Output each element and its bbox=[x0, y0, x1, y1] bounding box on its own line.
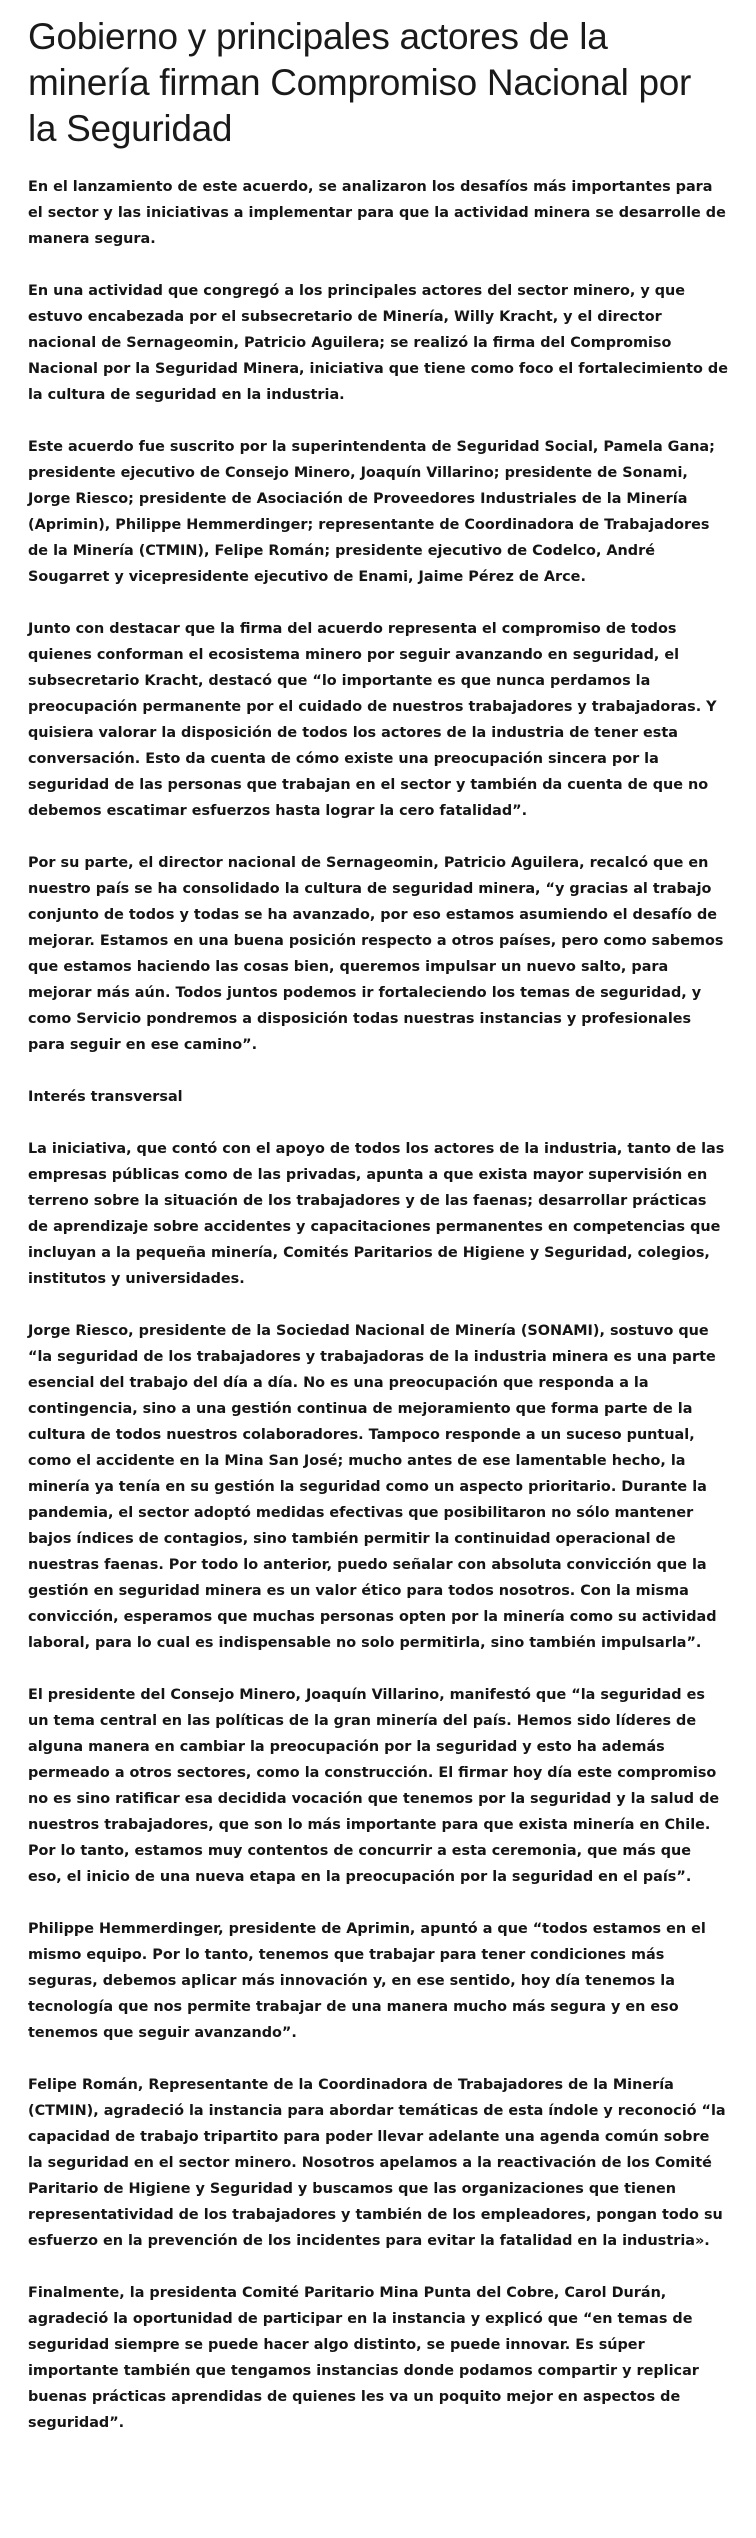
article-paragraph: Jorge Riesco, presidente de la Sociedad Nacional de Minería (SONAMI), sostuvo que “la seguridad de los trabajadores y trabajadoras de la industria minera es una parte esencial del trabajo del día a día. No es una preocupación que responda a la contingencia, sino a una gestión continua de mejoramiento que forma parte de la cultura de todos nuestros colaboradores. Tampoco responde a un suceso puntual, como el accidente en la Mina San José; mucho antes de ese lamentable hecho, la minería ya tenía en su gestión la seguridad como un aspecto prioritario. Durante la pandemia, el sector adoptó medidas efectivas que posibilitaron no sólo mantener bajos índices de contagios, sino también permitir la continuidad operacional de nuestras faenas. Por todo lo anterior, puedo señalar con absoluta convicción que la gestión en seguridad minera es un valor ético para todos nosotros. Con la misma convicción, esperamos que muchas personas opten por la minería como su actividad laboral, para lo cual es indispensable no solo permitirla, sino también impulsarla”. bbox=[28, 1323, 717, 1651]
article-paragraph: Philippe Hemmerdinger, presidente de Aprimin, apuntó a que “todos estamos en el mismo equipo. Por lo tanto, tenemos que trabajar para tener condiciones más seguras, debemos aplicar más innovación y, en ese sentido, hoy día tenemos la tecnología que nos permite trabajar de una manera mucho más segura y en eso tenemos que seguir avanzando”. bbox=[28, 1921, 706, 2041]
article-paragraph: Por su parte, el director nacional de Sernageomin, Patricio Aguilera, recalcó que en nuestro país se ha consolidado la cultura de seguridad minera, “y gracias al trabajo conjunto de todos y todas se ha avanzado, por eso estamos asumiendo el desafío de mejorar. Estamos en una buena posición respecto a otros países, pero como sabemos que estamos haciendo las cosas bien, queremos impulsar un nuevo salto, para mejorar más aún. Todos juntos podemos ir fortaleciendo los temas de seguridad, y como Servicio pondremos a disposición todas nuestras instancias y profesionales para seguir en ese camino”. bbox=[28, 855, 724, 1053]
article-lead: En el lanzamiento de este acuerdo, se analizaron los desafíos más importantes para el sector y las iniciativas a implementar para que la actividad minera se desarrolle de manera segura. bbox=[28, 179, 726, 247]
article-paragraph: La iniciativa, que contó con el apoyo de todos los actores de la industria, tanto de las empresas públicas como de las privadas, apunta a que exista mayor supervisión en terreno sobre la situación de los trabajadores y de las faenas; desarrollar prácticas de aprendizaje sobre accidentes y capacitaciones permanentes en competencias que incluyan a la pequeña minería, Comités Paritarios de Higiene y Seguridad, colegios, institutos y universidades. bbox=[28, 1141, 725, 1287]
article-paragraph: Junto con destacar que la firma del acuerdo representa el compromiso de todos quienes conforman el ecosistema minero por seguir avanzando en seguridad, el subsecretario Kracht, destacó que “lo importante es que nunca perdamos la preocupación permanente por el cuidado de nuestros trabajadores y trabajadoras. Y quisiera valorar la disposición de todos los actores de la industria de tener esta conversación. Esto da cuenta de cómo existe una preocupación sincera por la seguridad de las personas que trabajan en el sector y también da cuenta de que no debemos escatimar esfuerzos hasta lograr la cero fatalidad”. bbox=[28, 621, 717, 819]
article-title: Gobierno y principales actores de la minería firman Compromiso Nacional por la Seguridad bbox=[28, 16, 692, 149]
article-paragraph: Finalmente, la presidenta Comité Paritario Mina Punta del Cobre, Carol Durán, agradeció la oportunidad de participar en la instancia y explicó que “en temas de seguridad siempre se puede hacer algo distinto, se puede innovar. Es súper importante también que tengamos instancias donde podamos compartir y replicar buenas prácticas aprendidas de quienes les va un poquito mejor en aspectos de seguridad”. bbox=[28, 2285, 699, 2431]
article-paragraph: Felipe Román, Representante de la Coordinadora de Trabajadores de la Minería (CTMIN), agradeció la instancia para abordar temáticas de esta índole y reconoció “la capacidad de trabajo tripartito para poder llevar adelante una agenda común sobre la seguridad en el sector minero. Nosotros apelamos a la reactivación de los Comité Paritario de Higiene y Seguridad y buscamos que las organizaciones que tienen representatividad de los trabajadores y también de los empleadores, pongan todo su esfuerzo en la prevención de los incidentes para evitar la fatalidad en la industria». bbox=[28, 2077, 726, 2249]
article-paragraph: Este acuerdo fue suscrito por la superintendenta de Seguridad Social, Pamela Gana; presidente ejecutivo de Consejo Minero, Joaquín Villarino; presidente de Sonami, Jorge Riesco; presidente de Asociación de Proveedores Industriales de la Minería (Aprimin), Philippe Hemmerdinger; representante de Coordinadora de Trabajadores de la Minería (CTMIN), Felipe Román; presidente ejecutivo de Codelco, André Sougarret y vicepresidente ejecutivo de Enami, Jaime Pérez de Arce. bbox=[28, 439, 715, 585]
article-paragraph: El presidente del Consejo Minero, Joaquín Villarino, manifestó que “la seguridad es un tema central en las políticas de la gran minería del país. Hemos sido líderes de alguna manera en cambiar la preocupación por la seguridad y esto ha además permeado a otros sectores, como la construcción. El firmar hoy día este compromiso no es sino ratificar esa decidida vocación que tenemos por la seguridad y la salud de nuestros trabajadores, que son lo más importante para que exista minería en Chile. Por lo tanto, estamos muy contentos de concurrir a esta ceremonia, que más que eso, el inicio de una nueva etapa en la preocupación por la seguridad en el país”. bbox=[28, 1687, 720, 1885]
section-subheading: Interés transversal bbox=[28, 1089, 183, 1105]
article-paragraph: En una actividad que congregó a los principales actores del sector minero, y que estuvo encabezada por el subsecretario de Minería, Willy Kracht, y el director nacional de Sernageomin, Patricio Aguilera; se realizó la firma del Compromiso Nacional por la Seguridad Minera, iniciativa que tiene como foco el fortalecimiento de la cultura de seguridad en la industria. bbox=[28, 283, 728, 403]
